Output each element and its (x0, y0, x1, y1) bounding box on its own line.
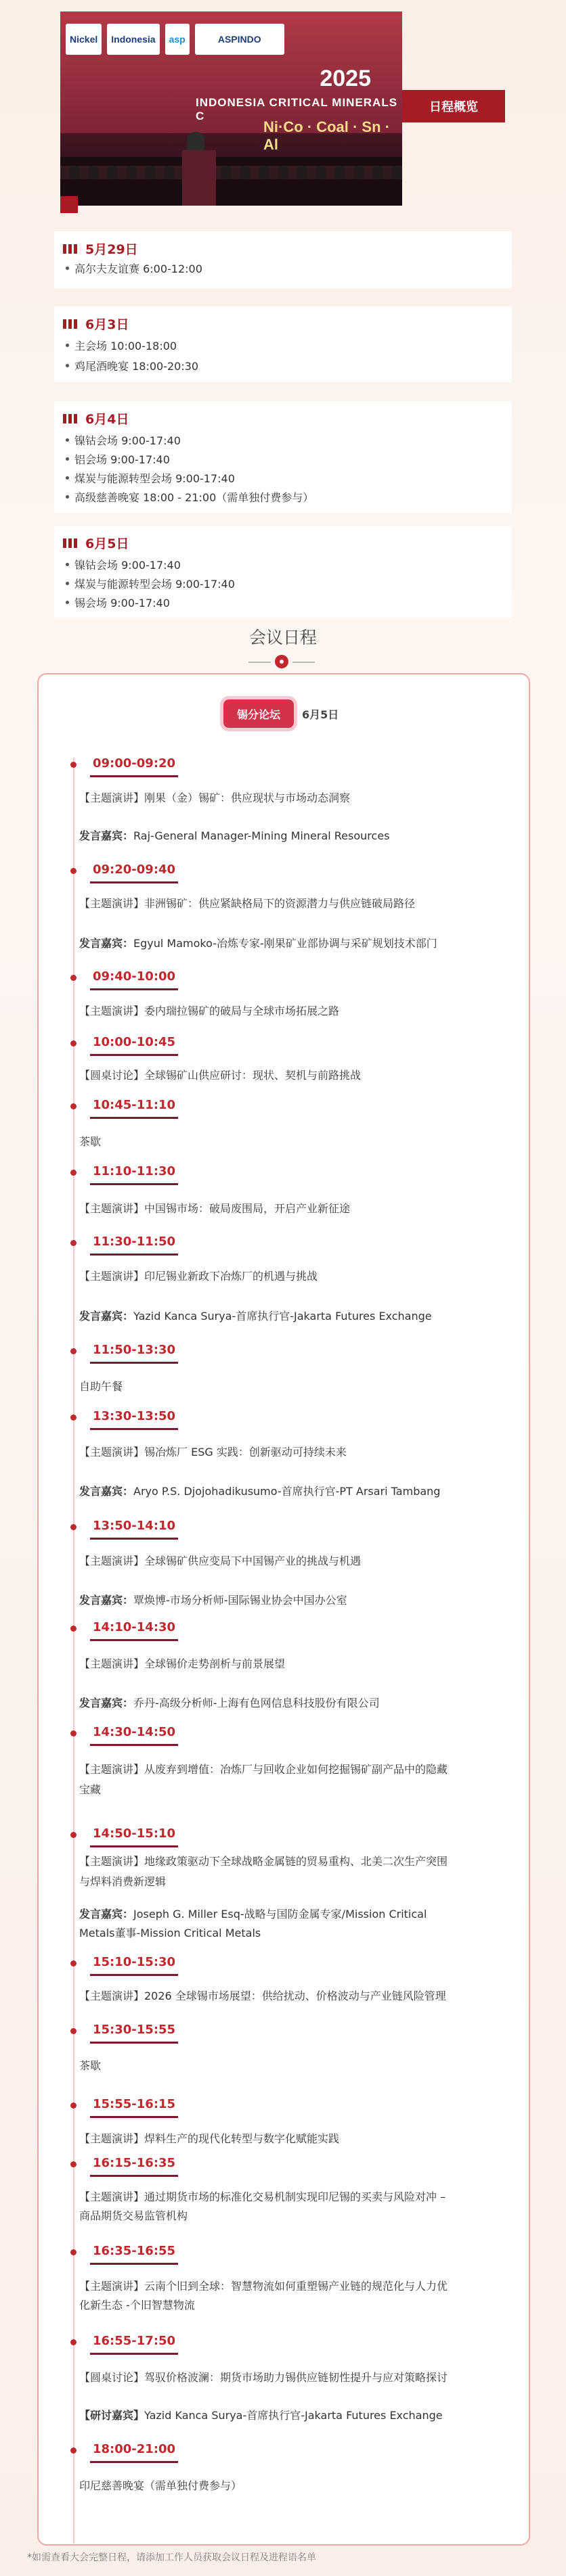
timeline-dot-icon (70, 2161, 77, 2167)
research-speaker-line (79, 2406, 519, 2426)
session-time: 11:10-11:30 (93, 1164, 176, 1178)
timeline-dot-icon (70, 1040, 77, 1046)
banner-year: 2025 (320, 66, 371, 91)
speaker-name: 覃焕博-市场分析师-国际锡业协会中国办公室 (133, 1594, 347, 1607)
session-title: 【主题演讲】委内瑞拉锡矿的破局与全球市场拓展之路 (79, 1005, 340, 1017)
timeline-dot-icon (70, 1103, 77, 1109)
session-time: 15:30-15:55 (93, 2023, 176, 2037)
day-item: 镍钴会场 9:00-17:40 (66, 432, 181, 448)
tab-date[interactable]: 6月5日 (302, 708, 339, 721)
day-date: 6月5日 (85, 536, 129, 551)
bars-icon (63, 244, 77, 254)
bars-icon (63, 538, 77, 548)
speaker-label: 发言嘉宾： (79, 1594, 134, 1607)
day-header (63, 409, 129, 428)
session-time: 16:15-16:35 (93, 2156, 176, 2170)
speaker-line (79, 1693, 519, 1714)
hero-accent-square (60, 196, 78, 213)
time-underline (90, 1428, 178, 1430)
timeline-dot-icon (70, 2249, 77, 2255)
session-time: 16:55-17:50 (93, 2334, 176, 2348)
session-title: 商品期货交易监管机构 (79, 2209, 188, 2222)
session-title: 【主题演讲】刚果（金）锡矿：供应现状与市场动态洞察 (79, 791, 351, 804)
session-time: 16:35-16:55 (93, 2244, 176, 2258)
time-underline (90, 1054, 178, 1056)
session-time: 10:00-10:45 (93, 1035, 176, 1049)
day-card (54, 231, 512, 288)
speaker-label: 发言嘉宾： (79, 829, 134, 842)
speaker-label: 发言嘉宾： (79, 1697, 134, 1709)
day-item: 高级慈善晚宴 18:00 - 21:00（需单独付费参与） (66, 489, 313, 505)
session-title: 宝藏 (79, 1783, 102, 1796)
day-header (63, 239, 138, 258)
session-time: 13:50-14:10 (93, 1519, 176, 1533)
research-name: Yazid Kanca Surya-首席执行官-Jakarta Futures Exchange (144, 2409, 443, 2422)
day-item: 鸡尾酒晚宴 18:00-20:30 (66, 358, 198, 373)
stage-floor (60, 157, 402, 206)
speaker-line (79, 934, 519, 954)
session-time: 13:30-13:50 (93, 1409, 176, 1423)
session-time: 18:00-21:00 (93, 2442, 176, 2456)
divider-dot-icon (275, 655, 288, 668)
session-title: 【主题演讲】印尼锡业新政下冶炼厂的机遇与挑战 (79, 1270, 318, 1283)
session-title: 茶歇 (79, 1135, 102, 1148)
session-time: 09:40-10:00 (93, 969, 176, 984)
timeline-dot-icon (70, 762, 77, 768)
time-underline (90, 1845, 178, 1847)
session-time: 14:30-14:50 (93, 1725, 176, 1739)
timeline-dot-icon (70, 1240, 77, 1246)
timeline-dot-icon (70, 1626, 77, 1632)
session-title: 与焊料消费新逻辑 (79, 1875, 167, 1888)
time-underline (90, 1974, 178, 1976)
sponsor-logo: Indonesia (107, 24, 159, 55)
session-title: 【主题演讲】锡冶炼厂 ESG 实践：创新驱动可持续未来 (79, 1446, 347, 1458)
speaker-name: Raj-General Manager-Mining Mineral Resources (133, 829, 390, 842)
day-card (54, 401, 512, 513)
timeline-dot-icon (70, 1832, 77, 1838)
day-item: 锡会场 9:00-17:40 (66, 595, 170, 610)
session-time: 11:50-13:30 (93, 1343, 176, 1357)
timeline-dot-icon (70, 1524, 77, 1530)
day-item: 铝会场 9:00-17:40 (66, 451, 170, 467)
session-title: 化新生态 -个旧智慧物流 (79, 2299, 195, 2312)
divider-line (292, 662, 315, 663)
time-underline (90, 2175, 178, 2177)
session-time: 09:20-09:40 (93, 862, 176, 877)
bars-icon (63, 319, 77, 329)
timeline-line (73, 758, 74, 2544)
session-time: 11:30-11:50 (93, 1235, 176, 1249)
day-date: 6月4日 (85, 412, 129, 427)
session-time: 14:50-15:10 (93, 1826, 176, 1841)
session-title: 【主题演讲】全球锡价走势剖析与前景展望 (79, 1657, 286, 1670)
time-underline (90, 2116, 178, 2118)
session-time: 09:00-09:20 (93, 756, 176, 770)
day-date: 6月3日 (85, 317, 129, 332)
day-item: 高尔夫友谊赛 6:00-12:00 (66, 260, 202, 276)
divider-line (248, 662, 271, 663)
footnote: *如需查看大会完整日程，请添加工作人员获取会议日程及进程语名单 (27, 2552, 316, 2563)
timeline-dot-icon (70, 2028, 77, 2034)
sponsor-logo: asp (165, 24, 190, 55)
day-header (63, 534, 129, 552)
session-title: 【主题演讲】从废弃到增值：冶炼厂与回收企业如何挖掘锡矿副产品中的隐藏 (79, 1763, 448, 1776)
session-title: 【圆桌讨论】驾驭价格波澜：期货市场助力锡供应链韧性提升与应对策略探讨 (79, 2371, 448, 2384)
day-item: 煤炭与能源转型会场 9:00-17:40 (66, 470, 235, 486)
session-title: 【主题演讲】非洲锡矿：供应紧缺格局下的资源潜力与供应链破局路径 (79, 897, 416, 910)
timeline-dot-icon (70, 2339, 77, 2345)
timeline-dot-icon (70, 975, 77, 981)
day-item: 煤炭与能源转型会场 9:00-17:40 (66, 576, 235, 591)
session-title: 茶歇 (79, 2059, 102, 2072)
timeline-dot-icon (70, 2447, 77, 2454)
podium (182, 150, 216, 206)
speaker-label: 发言嘉宾： (79, 1485, 134, 1498)
sponsor-logo: Nickel (66, 24, 102, 55)
session-title: 【主题演讲】通过期货市场的标准化交易机制实现印尼锡的买卖与风险对冲 – (79, 2190, 446, 2203)
time-underline (90, 1639, 178, 1641)
timeline-dot-icon (70, 2102, 77, 2109)
day-header (63, 315, 129, 333)
hero-photo (60, 12, 402, 206)
research-label: 【研讨嘉宾】 (79, 2409, 145, 2422)
sponsor-logo: ASPINDO (195, 24, 284, 55)
stage-lights (60, 166, 402, 179)
session-title: 印尼慈善晚宴（需单独付费参与） (79, 2479, 242, 2492)
speaker-line (79, 1306, 519, 1327)
speaker-name: Egyul Mamoko-冶炼专家-刚果矿业部协调与采矿规划技术部门 (133, 937, 437, 950)
day-card (54, 306, 512, 382)
session-time: 15:55-16:15 (93, 2097, 176, 2111)
time-underline (90, 2353, 178, 2355)
time-underline (90, 1744, 178, 1746)
speaker-name: Joseph G. Miller Esq-战略与国防金属专家/Mission Critical (133, 1908, 427, 1920)
speaker-line (79, 1904, 519, 1925)
time-underline (90, 1254, 178, 1256)
session-title: 【主题演讲】中国锡市场：破局废围局，开启产业新征途 (79, 1202, 351, 1215)
day-item: 主会场 10:00-18:00 (66, 338, 177, 353)
session-title: 【主题演讲】全球锡矿供应变局下中国锡产业的挑战与机遇 (79, 1555, 362, 1567)
session-title: 【主题演讲】2026 全球锡市场展望：供给扰动、价格波动与产业链风险管理 (79, 1990, 446, 2002)
speaker-line (79, 1590, 519, 1611)
time-underline (90, 2461, 178, 2463)
day-item: 镍钴会场 9:00-17:40 (66, 557, 181, 572)
speaker-line (79, 826, 519, 846)
time-underline (90, 881, 178, 883)
session-time: 15:10-15:30 (93, 1955, 176, 1969)
timeline-dot-icon (70, 1414, 77, 1421)
speaker-name: 乔丹-高级分析师-上海有色网信息科技股份有限公司 (133, 1697, 380, 1709)
time-underline (90, 1183, 178, 1185)
speaker-line (79, 1481, 519, 1502)
time-underline (90, 1117, 178, 1119)
timeline-dot-icon (70, 868, 77, 874)
timeline-dot-icon (70, 1960, 77, 1967)
timeline-dot-icon (70, 1348, 77, 1354)
session-title: 【主题演讲】地缘政策驱动下全球战略金属链的贸易重构、北美二次生产突围 (79, 1855, 448, 1868)
day-date: 5月29日 (85, 242, 138, 257)
speaker-name: Aryo P.S. Djojohadikusumo-首席执行官-PT Arsari Tambang (133, 1485, 441, 1498)
session-title: 【圆桌讨论】全球锡矿山供应研讨：现状、契机与前路挑战 (79, 1069, 362, 1082)
speaker-label: 发言嘉宾： (79, 1908, 134, 1920)
speaker-label: 发言嘉宾： (79, 1310, 134, 1322)
session-time: 14:10-14:30 (93, 1620, 176, 1634)
day-card (54, 526, 512, 618)
speaker-name-cont: Metals董事-Mission Critical Metals (79, 1927, 261, 1939)
time-underline (90, 1538, 178, 1540)
time-underline (90, 775, 178, 777)
speaker-label: 发言嘉宾： (79, 937, 134, 950)
time-underline (90, 2263, 178, 2265)
session-title: 【主题演讲】焊料生产的现代化转型与数字化赋能实践 (79, 2132, 340, 2145)
tab-tin-forum[interactable]: 锡分论坛 (223, 699, 294, 728)
time-underline (90, 1362, 178, 1364)
speaker-name: Yazid Kanca Surya-首席执行官-Jakarta Futures Exchange (133, 1310, 432, 1322)
timeline-dot-icon (70, 1170, 77, 1176)
schedule-overview-tag: 日程概览 (402, 90, 505, 122)
time-underline (90, 988, 178, 990)
session-title: 【主题演讲】云南个旧到全球：智慧物流如何重塑锡产业链的规范化与人力优 (79, 2280, 448, 2293)
bars-icon (63, 414, 77, 423)
section-title: 会议日程 (248, 628, 317, 647)
banner-conference: INDONESIA CRITICAL MINERALS C (196, 96, 398, 122)
session-time: 10:45-11:10 (93, 1098, 176, 1112)
time-underline (90, 2042, 178, 2044)
sponsor-logos (66, 16, 397, 63)
timeline-dot-icon (70, 1730, 77, 1736)
banner-minerals: Ni·Co · Coal · Sn · Al (263, 118, 390, 153)
session-title: 自助午餐 (79, 1380, 123, 1393)
